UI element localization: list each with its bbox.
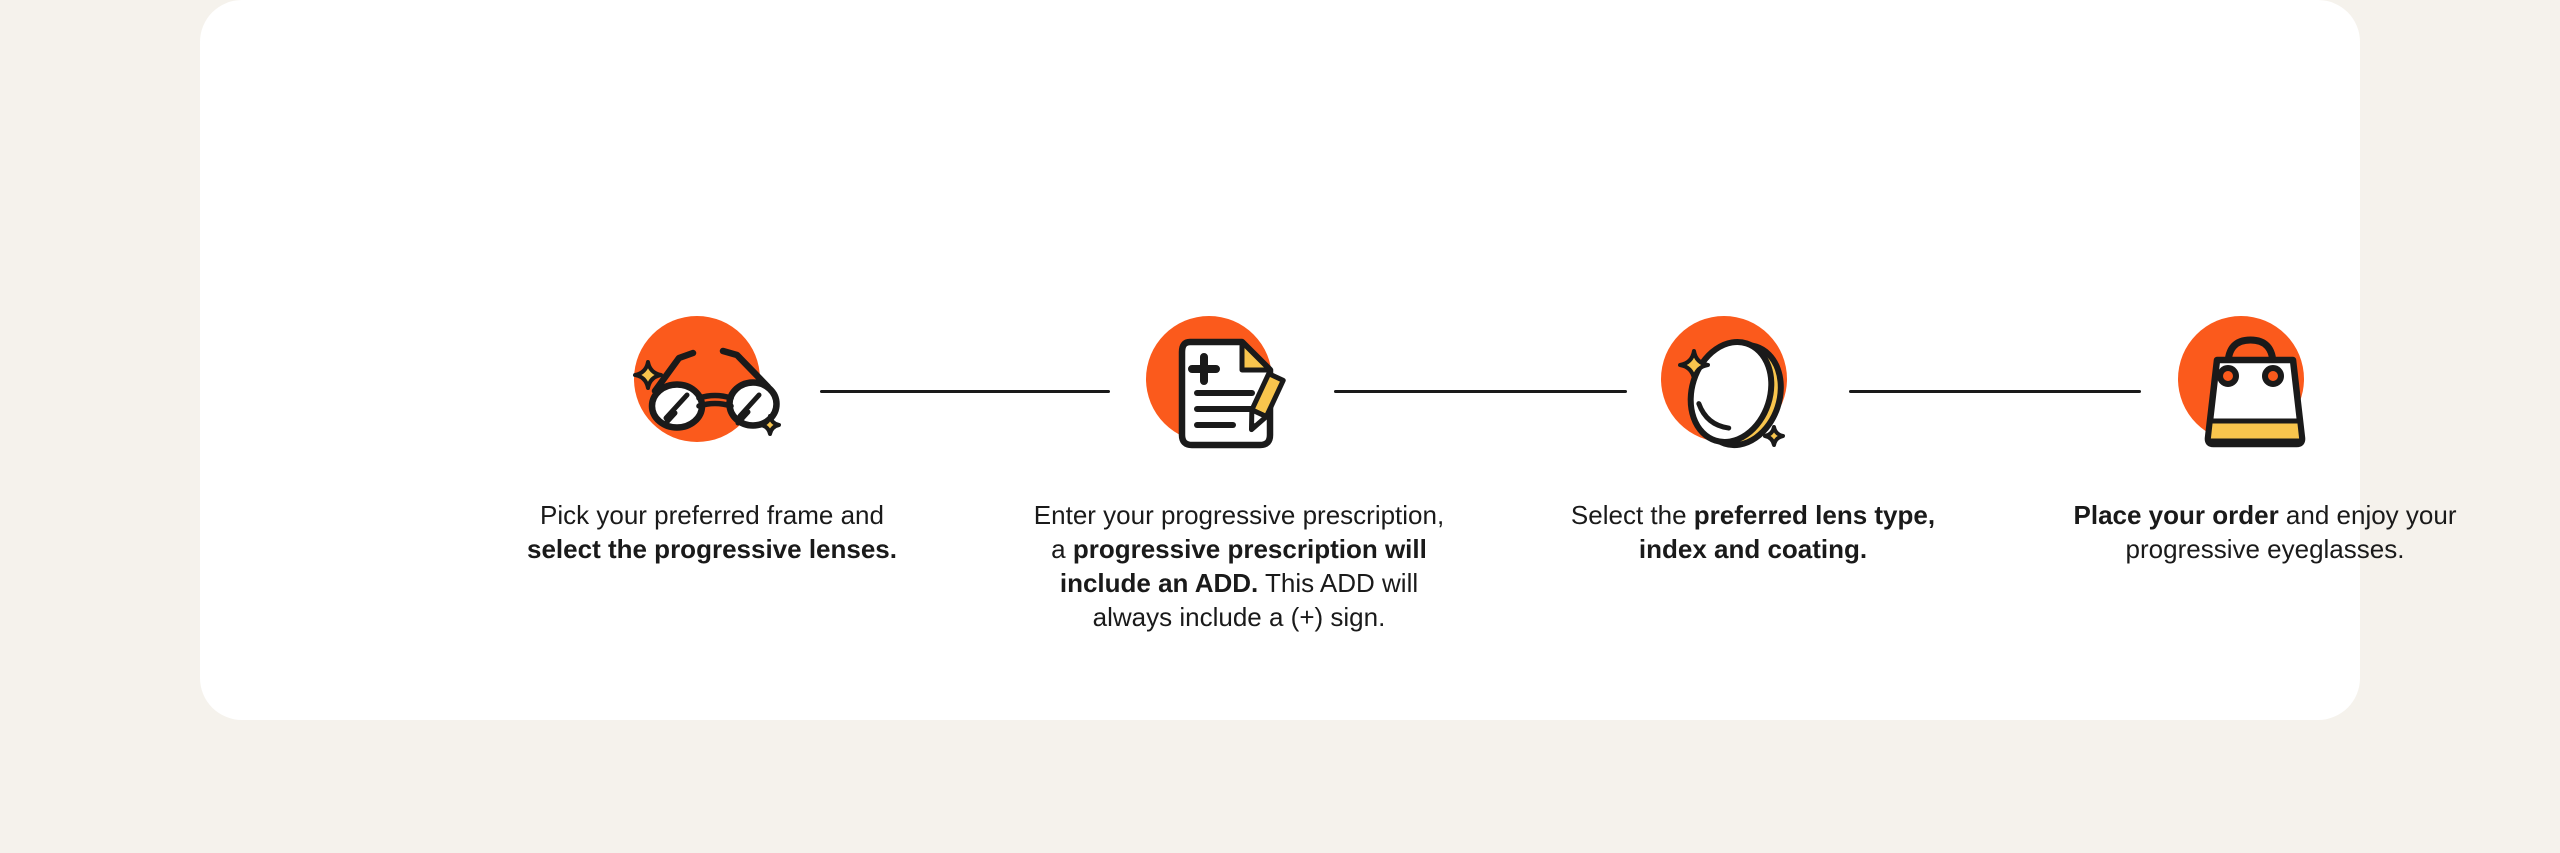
caption-line (482, 532, 942, 566)
step-2-caption (1009, 498, 1469, 634)
shopping-bag-icon (2177, 315, 2347, 465)
sparkling-lens-icon (1660, 315, 1830, 465)
caption-text: always include a (+) sign. (1092, 602, 1386, 632)
caption-text: and enjoy your (2278, 500, 2457, 530)
caption-text: Pick your preferred frame and (540, 500, 884, 530)
sparkling-glasses-icon (633, 315, 803, 465)
step-connector-line (1334, 390, 1627, 393)
sparkling-glasses-icon (633, 315, 803, 465)
caption-text-bold: Place your order (2073, 500, 2279, 530)
caption-line (1009, 498, 1469, 532)
caption-line (2035, 498, 2495, 532)
caption-text: progressive eyeglasses. (2125, 534, 2405, 564)
caption-text-bold: progressive prescription will (1072, 534, 1427, 564)
caption-line (482, 498, 942, 532)
sparkling-lens-icon (1660, 315, 1830, 465)
caption-line (1523, 532, 1983, 566)
caption-text-bold: include an ADD. (1059, 568, 1259, 598)
caption-line (1523, 498, 1983, 532)
step-connector-line (820, 390, 1110, 393)
caption-line (1009, 532, 1469, 566)
caption-text-bold: select the progressive lenses. (527, 534, 897, 564)
caption-text-bold: preferred lens type, (1693, 500, 1936, 530)
step-connector-line (1849, 390, 2141, 393)
caption-text-bold: index and coating. (1638, 534, 1868, 564)
step-3-caption (1523, 498, 1983, 566)
step-1-caption (482, 498, 942, 566)
shopping-bag-icon (2177, 315, 2347, 465)
step-4-caption (2035, 498, 2495, 566)
steps-card (200, 0, 2457, 720)
caption-text: Select the (1570, 500, 1694, 530)
caption-line (1009, 566, 1469, 600)
prescription-document-icon (1145, 315, 1315, 465)
caption-text: This ADD will (1258, 568, 1419, 598)
caption-line (2035, 532, 2495, 566)
prescription-document-icon (1145, 315, 1315, 465)
caption-text: a (1051, 534, 1073, 564)
caption-text: Enter your progressive prescription, (1033, 500, 1445, 530)
caption-line (1009, 600, 1469, 634)
